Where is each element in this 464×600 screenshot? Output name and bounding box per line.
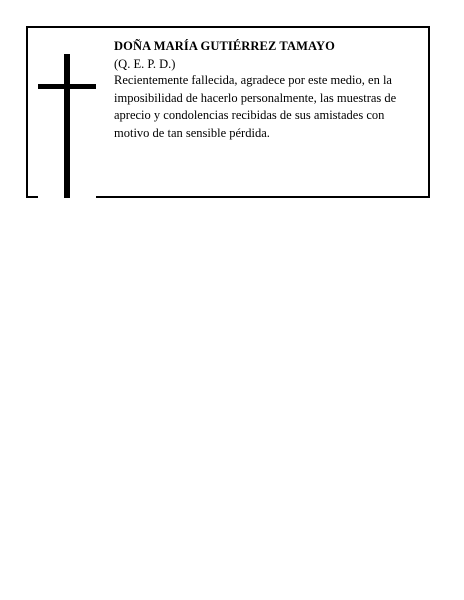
cross-vertical-bar	[64, 54, 70, 198]
rip-abbreviation: (Q. E. P. D.)	[114, 57, 176, 71]
cross-horizontal-bar	[38, 84, 96, 89]
notice-text-block	[114, 38, 422, 142]
thank-you-message: Recientemente fallecida, agradece por este medio, en la imposibilidad de hacerlo personalmente, las muestras de aprecio y condolencias recibidas de sus amistades con motivo de tan sensible pérdida.	[114, 73, 397, 140]
deceased-name: DOÑA MARÍA GUTIÉRREZ TAMAYO	[114, 39, 335, 53]
